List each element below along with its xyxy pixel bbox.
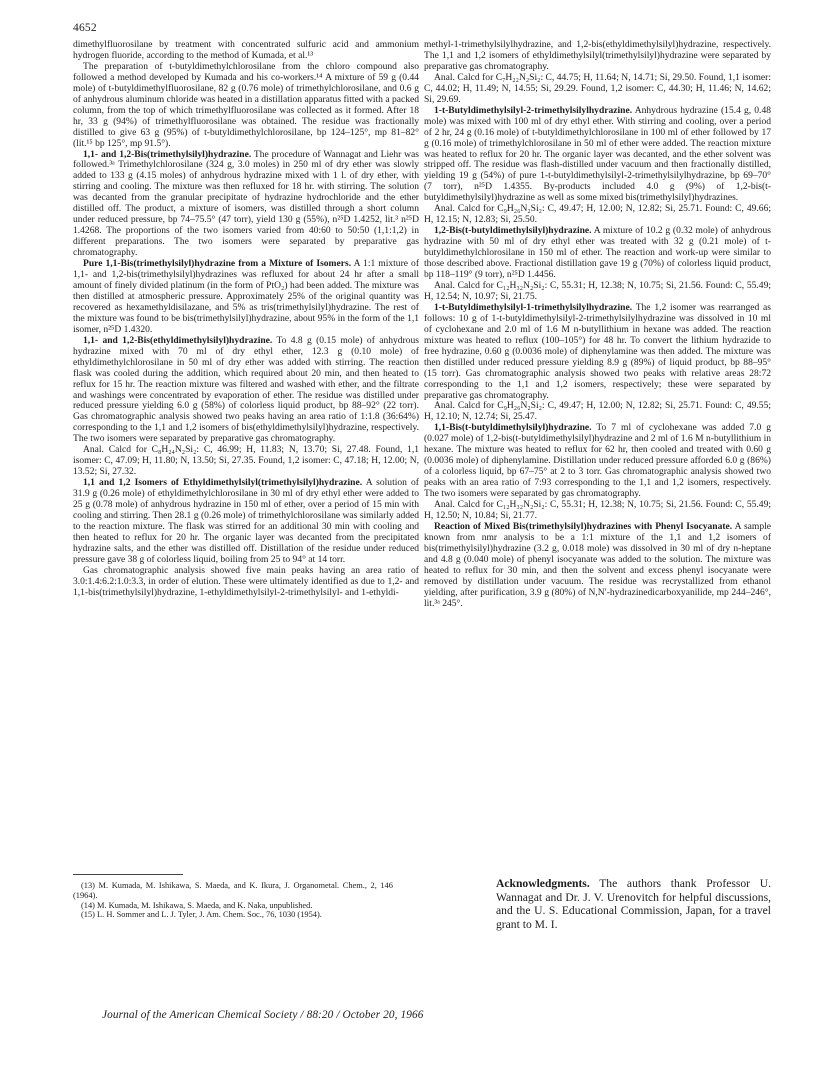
- paragraph: [424, 423, 771, 500]
- section-heading: Reaction of Mixed Bis(trimethylsilyl)hydrazines with Phenyl Isocyanate.: [434, 520, 733, 532]
- paragraph: [424, 73, 771, 106]
- paragraph: [73, 566, 419, 599]
- footnotes: [73, 881, 393, 920]
- section-heading: 1,2-Bis(t-butyldimethylsilyl)hydrazine.: [434, 225, 592, 237]
- section-heading: 1-t-Butyldimethylsilyl-2-trimethylsilylhydrazine.: [434, 104, 633, 116]
- paragraph-text: Anhydrous hydrazine (15.4 g, 0.48 mole) was mixed with 100 ml of dry ethyl ether. With stirring and cooling, over a period of 2 hr, 24 g (0.16 mole) of t-butyldimethylchlorosilane in 100 ml of ether followed by 17 g (0.16 mole) of trimethylchlorosilane in 50 ml of ether were added. The reaction mixture was heated to reflux for 20 hr. The organic layer was decanted, and the ether solvent was stripped off. The residue was flash-distilled under vacuum and then fractionally distilled, yielding 19 g (54%) of pure 1-t-butyldimethylsilyl-2-trimethylsilylhydrazine, bp 69–70° (7 torr), n²⁵D 1.4355. By-products included 4.0 g (9%) of 1,2-bis(t-butyldimethylsilyl)hydrazine as well as some mixed bis(trimethylsilyl)hydrazines.: [424, 104, 771, 204]
- acknowledgments: [496, 877, 771, 931]
- left-column: [73, 40, 419, 599]
- footnote: (14) M. Kumada, M. Ishikawa, S. Maeda, and K. Naka, unpublished.: [81, 900, 313, 910]
- paragraph: [424, 204, 771, 226]
- section-heading: 1,1 and 1,2 Isomers of Ethyldimethylsilyl(trimethylsilyl)hydrazine.: [83, 477, 363, 489]
- paragraph-text: A mixture of 10.2 g (0.32 mole) of anhydrous hydrazine with 50 ml of dry ethyl ether was treated with 32 g (0.21 mole) of t-butyldimethylchlorosilane in 150 ml of ether. The reaction and work-up were similar to those described above. Fractional distillation gave 19 g (70%) of colorless liquid product, bp 118–119° (9 torr), n²⁵D 1.4456.: [424, 225, 771, 281]
- paragraph-text: Gas chromatographic analysis showed five main peaks having an area ratio of 3.0:1.4:6.2:1.0:3.3, in order of elution. These were ultimately identified as due to 1,2- and 1,1-bis(trimethylsilyl)hydrazine, 1-ethyldimethylsilyl-2-trimethylsilyl- and 1-ethyldi-: [73, 564, 419, 598]
- paragraph-text: Anal. Calcd for C₈H₂₄N₂Si₂: C, 46.99; H, 11.83; N, 13.70; Si, 27.48. Found, 1,1 isomer: C, 47.09; H, 11.80; N, 13.50; Si, 27.35. Found, 1,2 isomer: C, 47.18; H, 12.00; N, 13.52; Si, 27.32.: [73, 444, 419, 478]
- paragraph-text: A sample known from nmr analysis to be a 1:1 mixture of the 1,1 and 1,2 isomers of bis(trimethylsilyl)hydrazine (3.2 g, 0.018 mole) was dissolved in 30 ml of dry n-heptane and 4.8 g (0.040 mole) of phenyl isocyanate was added to the solution. The mixture was heated to reflux for 30 min, and then the solvent and excess phenyl isocyanate were removed by distillation under vacuum. The residue was recrystallized from ethanol yielding, after purification, 3.9 g (80%) of N,N′-hydrazinedicarboxyanilide, mp 244–246°, lit.³ᵃ 245°.: [424, 520, 772, 609]
- section-heading: 1,1-Bis(t-butyldimethylsilyl)hydrazine.: [434, 422, 592, 434]
- section-heading: 1,1- and 1,2-Bis(ethyldimethylsilyl)hydrazine.: [83, 334, 273, 346]
- paragraph-text: A 1:1 mixture of 1,1- and 1,2-bis(trimethylsilyl)hydrazines was refluxed for about 24 hr after a small amount of finely divided platinum (in the form of PtO₂) had been added. The mixture was then distilled at atmospheric pressure. Approximately 25% of the original quantity was recovered as hexamethyldisilazane, and 5% as tris(trimethylsilyl)hydrazine. The rest of the mixture was found to be bis(trimethylsilyl)hydrazine, about 95% in the form of the 1,1 isomer, n²⁵D 1.4320.: [73, 258, 419, 335]
- paragraph-text: The 1,2 isomer was rearranged as follows: 10 g of 1-t-butyldimethylsilyl-2-trimethylsilylhydrazine was dissolved in 10 ml of cyclohexane and 2.0 ml of 1.6 M n-butyllithium in hexane was added. The reaction mixture was heated to reflux (100–105°) for 48 hr. To convert the lithium hydrazide to free hydrazine, 0.60 g (0.0036 mole) of diphenylamine was then added. The mixture was then distilled under reduced pressure yielding 8.9 g (89%) of liquid product, bp 88–95° (15 torr). Gas chromatographic analysis showed two peaks with relative areas 28:72 corresponding to the 1,1 and 1,2 isomers, respectively; these were separated by preparative gas chromatography.: [424, 301, 771, 401]
- footnote-separator: [73, 874, 183, 875]
- paragraph: [73, 445, 419, 478]
- paragraph-text: Anal. Calcd for C₉H₂₆N₂Si₂: C, 49.47; H, 12.00; N, 12.82; Si, 25.71. Found: C, 49.66; H, 12.15; N, 12.83; Si, 25.50.: [424, 203, 771, 226]
- paragraph-text: The preparation of t-butyldimethylchlorosilane from the chloro compound also followed a method developed by Kumada and his co-workers.¹⁴ A mixture of 59 g (0.44 mole) of t-butyldimethylfluorosilane, 82 g (0.76 mole) of trimethylchlorosilane, and 0.6 g of anhydrous aluminum chloride was heated in a distillation apparatus fitted with a packed column, from the top of which trimethylfluorosilane was collected as it formed. After 18 hr, 33 g (94%) of trimethylfluorosilane was obtained. The residue was fractionally distilled to give 63 g (95%) of t-butyldimethylchlorosilane, bp 124–125°, mp 81–82° (lit.¹⁵ bp 125°, mp 91.5°).: [73, 60, 419, 149]
- footnote: (13) M. Kumada, M. Ishikawa, S. Maeda, and K. Ikura, J. Organometal. Chem., 2, 146 (1964).: [73, 881, 393, 900]
- paragraph: [73, 62, 419, 150]
- paragraph-text: To 4.8 g (0.15 mole) of anhydrous hydrazine mixed with 70 ml of dry ethyl ether, 12.3 g (0.10 mole) of ethyldimethylchlorosilane in 50 ml of dry ether was added with stirring. The reaction flask was cooled during the addition, which required about 20 min, and then heated to reflux for 15 hr. The reaction mixture was filtered and washed with ether, and the filtrate and washings were concentrated by evaporation of ether. The residue was distilled under reduced pressure yielding 6.0 g (58%) of colorless liquid product, bp 88–92° (22 torr). Gas chromatographic analysis showed two peaks having an area ratio of 1:1.8 (36:64%) corresponding to the 1,1 and 1,2 isomers of bis(ethyldimethylsilyl)hydrazine, respectively. The two isomers were separated by preparative gas chromatography.: [73, 334, 419, 445]
- paragraph-text: To 7 ml of cyclohexane was added 7.0 g (0.027 mole) of 1,2-bis(t-butyldimethylsilyl)hydrazine and 2 ml of 1.6 M n-butyllithium in hexane. The mixture was heated to reflux for 62 hr, then cooled and treated with 0.60 g (0.0036 mole) of diphenylamine. Distillation under reduced pressure afforded 6.0 g (86%) of a colorless liquid, bp 67–75° at 2 to 3 torr. Gas chromatographic analysis showed two peaks with an area ratio of 7:93 corresponding to the 1,1 and 1,2 isomers, respectively. The two isomers were separated by gas chromatography.: [424, 422, 771, 500]
- paragraph-text: Anal. Calcd for C₉H₂₆N₂Si₂: C, 49.47; H, 12.00; N, 12.82; Si, 25.71. Found: C, 49.55; H, 12.10; N, 12.74; Si, 25.47.: [424, 400, 771, 423]
- page-number: 4652: [73, 22, 97, 34]
- paragraph-text: dimethylfluorosilane by treatment with concentrated sulfuric acid and ammonium hydrogen fluoride, according to the method of Kumada, et al.¹³: [73, 39, 419, 61]
- paragraph: [424, 303, 771, 402]
- paragraph-text: Anal. Calcd for C₇H₂₂N₂Si₂: C, 44.75; H, 11.64; N, 14.71; Si, 29.50. Found, 1,1 isomer: C, 44.02; H, 11.49; N, 14.55; Si, 29.29. Found, 1,2 isomer: C, 44.30; H, 11.46; N, 14.62; Si, 29.69.: [424, 71, 771, 105]
- paragraph-text: Anal. Calcd for C₁₂H₃₂N₂Si₂: C, 55.31; H, 12.38; N, 10.75; Si, 21.56. Found: C, 55.49; H, 12.50; N, 10.84; Si, 21.77.: [424, 499, 771, 521]
- paragraph: [424, 106, 771, 205]
- paragraph: [73, 336, 419, 446]
- paragraph: [73, 40, 419, 62]
- paragraph: [424, 401, 771, 423]
- acknowledgments-heading: Acknowledgments.: [496, 877, 590, 890]
- paragraph: [424, 226, 771, 281]
- paragraph: [424, 522, 771, 610]
- paragraph: [424, 500, 771, 522]
- section-heading: 1-t-Butyldimethylsilyl-1-trimethylsilylhydrazine.: [434, 301, 633, 313]
- right-column: [424, 40, 771, 610]
- acknowledgments-text: The authors thank Professor U. Wannagat and Dr. J. V. Urenovitch for helpful discussions, and the U. S. Educational Commission, Japan, for a travel grant to M. I.: [496, 877, 771, 931]
- journal-footer: Journal of the American Chemical Society / 88:20 / October 20, 1966: [102, 1009, 424, 1021]
- paragraph: [73, 150, 419, 260]
- paragraph-text: Anal. Calcd for C₁₂H₃₂N₂Si₂: C, 55.31; H, 12.38; N, 10.75; Si, 21.56. Found: C, 55.49; H, 12.54; N, 10.97; Si, 21.75.: [424, 279, 771, 302]
- section-heading: 1,1- and 1,2-Bis(trimethylsilyl)hydrazine.: [83, 148, 252, 160]
- paragraph-text: The procedure of Wannagat and Liehr was followed.³ᵃ Trimethylchlorosilane (324 g, 3.0 moles) in 250 ml of dry ether was slowly added to 133 g (4.15 moles) of anhydrous hydrazine mixed with 1 l. of dry ether, with stirring and cooling. The mixture was then refluxed for 18 hr. with stirring. The solution was decanted from the granular precipitate of hydrazine hydrochloride and the ether distilled off. The product, a mixture of isomers, was distilled through a short column under reduced pressure, bp 74–75.5° (47 torr), yield 130 g (55%), n²⁵D 1.4252, lit.³ n²⁵D 1.4268. The proportions of the two isomers varied from 40:60 to 50:50 (1,1:1,2) in different preparations. The two isomers were separated by preparative gas chromatography.: [73, 148, 419, 259]
- paragraph-text: A solution of 31.9 g (0.26 mole) of ethyldimethylchlorosilane in 30 ml of dry ethyl ether were added to 25 g (0.78 mole) of anhydrous hydrazine in 150 ml of ether, over a period of 15 min with cooling and stirring. Then 28.1 g (0.26 mole) of trimethylchlorosilane was similarly added to the reaction mixture. The flask was stirred for an additional 30 min with cooling and then heated to reflux for 20 hr. The organic layer was decanted from the precipitated hydrazine salts, and the ether was distilled off. Distillation of the residue under reduced pressure gave 38 g of colorless liquid, boiling from 25 to 94° at 14 torr.: [73, 477, 419, 565]
- paragraph: [424, 40, 771, 73]
- paragraph: [73, 259, 419, 336]
- paragraph: [73, 478, 419, 566]
- paragraph-text: methyl-1-trimethylsilylhydrazine, and 1,2-bis(ethyldimethylsilyl)hydrazine, respectively. The 1,1 and 1,2 isomers of ethyldimethylsilyl(trimethylsilyl)hydrazine were separated by preparative gas chromatography.: [424, 39, 771, 72]
- paragraph: [424, 281, 771, 303]
- footnote: (15) L. H. Sommer and L. J. Tyler, J. Am. Chem. Soc., 76, 1030 (1954).: [81, 910, 322, 920]
- section-heading: Pure 1,1-Bis(trimethylsilyl)hydrazine from a Mixture of Isomers.: [83, 258, 352, 270]
